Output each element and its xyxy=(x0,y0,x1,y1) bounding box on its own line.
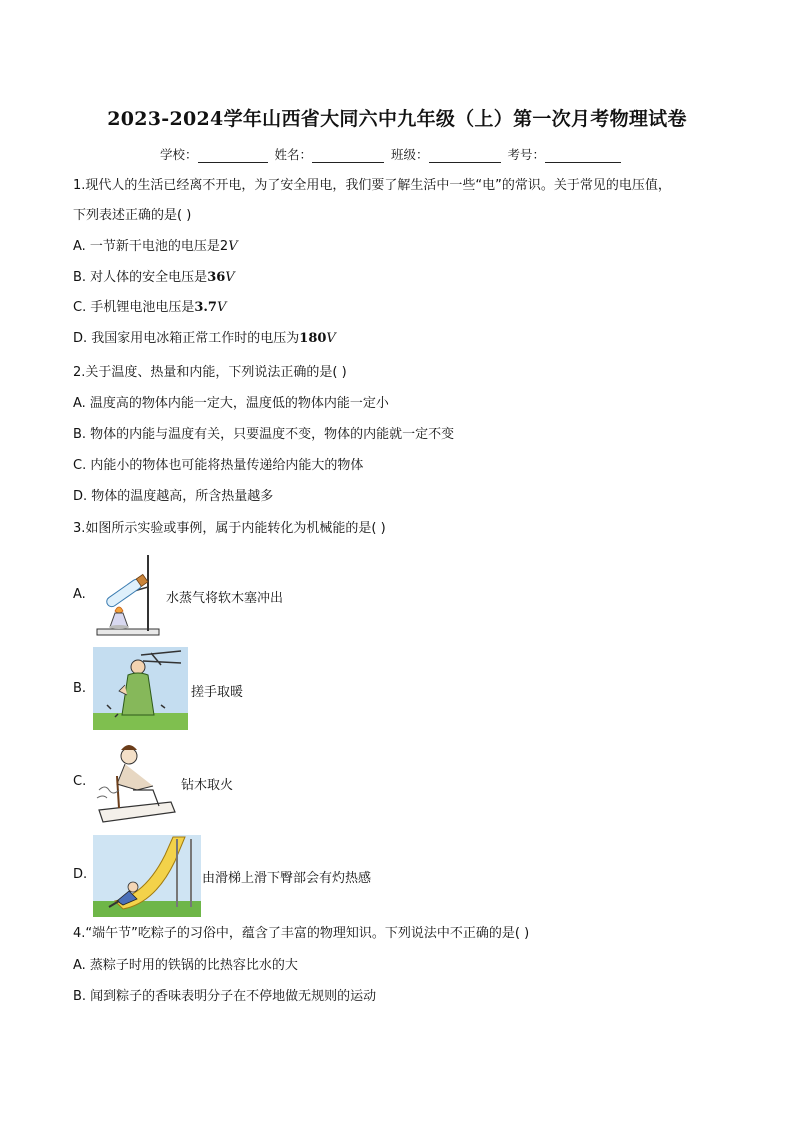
q3-option-c-letter: C. xyxy=(73,774,87,789)
q3-option-d-letter: D. xyxy=(73,867,88,882)
q2-option-a: A. 温度高的物体内能一定大，温度低的物体内能一定小 xyxy=(73,396,389,411)
q1-option-d-num: 180 xyxy=(299,331,327,346)
q1-option-b-num: 36 xyxy=(207,270,226,285)
exam-no-label: 考号： xyxy=(507,147,546,162)
q1-option-a xyxy=(73,238,238,256)
q3-option-c-caption: 钻木取火 xyxy=(181,778,234,793)
q1-option-d-text: D. 我国家用电冰箱正常工作时的电压为 xyxy=(73,331,300,346)
q1-option-c xyxy=(73,299,226,317)
q1-option-b-unit: V xyxy=(225,270,235,285)
q3-option-d-caption: 由滑梯上滑下臀部会有灼热感 xyxy=(202,871,372,886)
q4-option-b: B. 闻到粽子的香味表明分子在不停地做无规则的运动 xyxy=(73,989,377,1004)
name-label: 姓名： xyxy=(274,147,313,162)
school-label: 学校： xyxy=(160,147,198,162)
q2-option-c: C. 内能小的物体也可能将热量传递给内能大的物体 xyxy=(73,458,364,473)
school-blank xyxy=(198,149,268,163)
q3-option-a-caption: 水蒸气将软木塞冲出 xyxy=(166,591,284,606)
q1-option-c-unit: V xyxy=(216,300,227,315)
slide-figure xyxy=(93,835,201,917)
q1-option-c-num: 3.7 xyxy=(194,300,217,315)
q1-stem-line1: 1.现代人的生活已经离不开电，为了安全用电，我们要了解生活中一些“电”的常识。关于常见的电压值， xyxy=(73,178,671,193)
page-title: 2023-2024学年山西省大同六中九年级（上）第一次月考物理试卷 xyxy=(107,108,687,130)
q1-option-d-unit: V xyxy=(326,331,336,346)
q1-option-a-text: A. 一节新干电池的电压是2 xyxy=(73,239,229,254)
q2-option-d: D. 物体的温度越高，所含热量越多 xyxy=(73,489,274,504)
q2-option-b: B. 物体的内能与温度有关，只要温度不变，物体的内能就一定不变 xyxy=(73,427,455,442)
class-blank xyxy=(429,149,501,163)
rubbing-hands-figure xyxy=(93,647,188,730)
q2-stem: 2.关于温度、热量和内能，下列说法正确的是( ) xyxy=(73,365,347,380)
student-info-line xyxy=(160,145,624,163)
q4-stem: 4.“端午节”吃粽子的习俗中，蕴含了丰富的物理知识。下列说法中不正确的是( ) xyxy=(73,926,530,941)
q1-option-a-unit: V xyxy=(228,239,238,254)
q4-option-a: A. 蒸粽子时用的铁锅的比热容比水的大 xyxy=(73,958,298,973)
drilling-wood-figure xyxy=(93,740,178,826)
q3-stem: 3.如图所示实验或事例，属于内能转化为机械能的是( ) xyxy=(73,521,386,536)
class-label: 班级： xyxy=(391,147,429,162)
q1-option-c-text: C. 手机锂电池电压是 xyxy=(73,300,195,315)
q3-option-b-caption: 搓手取暖 xyxy=(191,685,244,700)
q1-stem-line2: 下列表述正确的是( ) xyxy=(73,208,192,223)
q3-option-a-letter: A. xyxy=(73,587,86,602)
q3-option-b-letter: B. xyxy=(73,681,87,696)
q1-option-b xyxy=(73,269,235,287)
exam-no-blank xyxy=(545,149,621,163)
q1-option-b-text: B. 对人体的安全电压是 xyxy=(73,270,208,285)
q1-option-d xyxy=(73,330,336,348)
name-blank xyxy=(312,149,384,163)
steam-cork-figure xyxy=(93,553,165,639)
